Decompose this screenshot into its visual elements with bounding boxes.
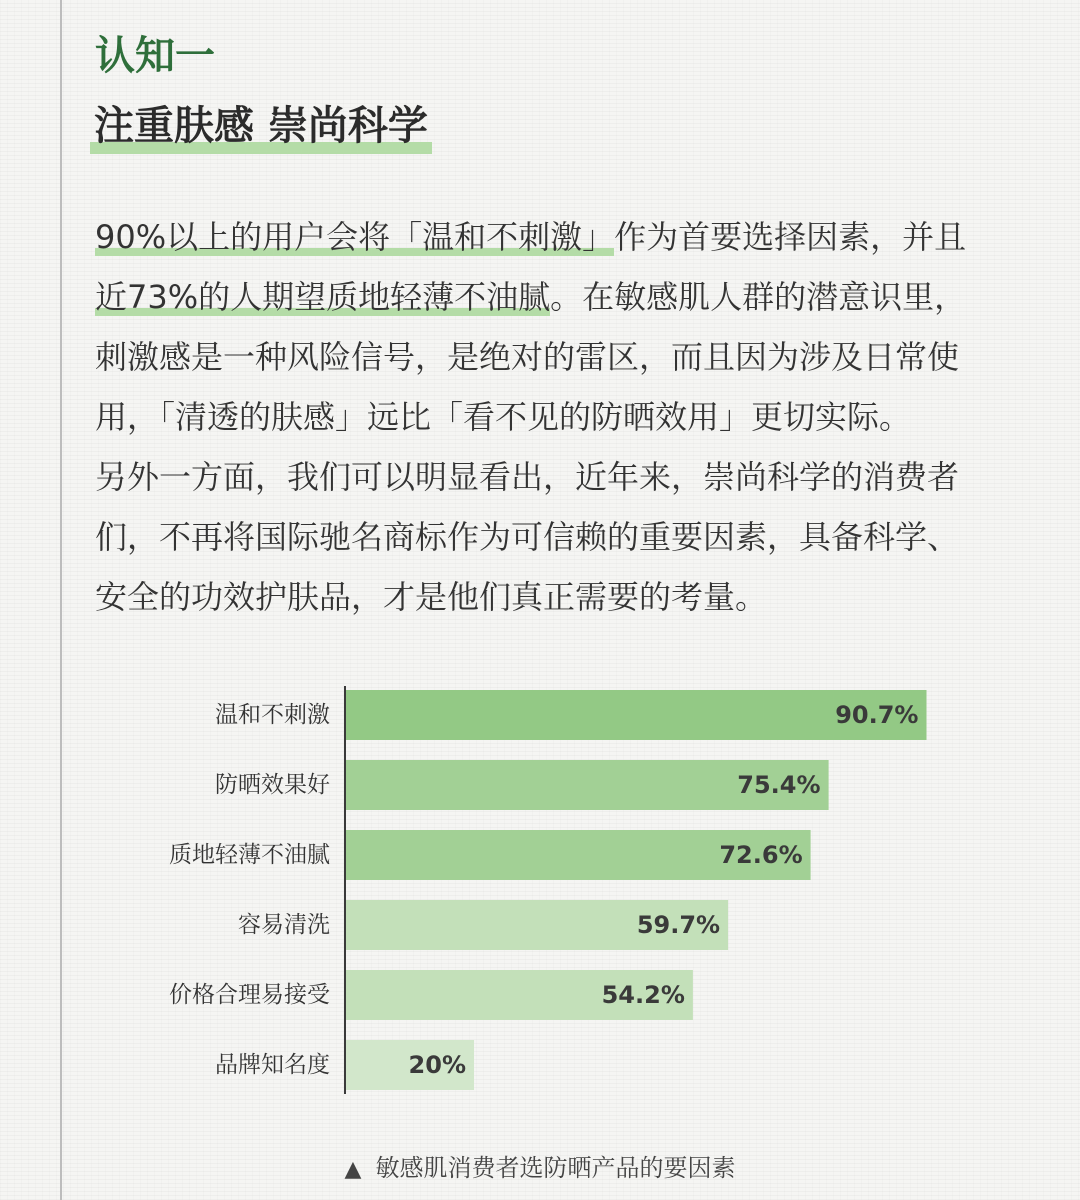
paragraph-text: 另外一方面，我们可以明显看出，近年来，崇尚科学的消费者 [95,458,960,496]
paragraph-line [95,507,1030,567]
paragraph-line [95,387,1030,447]
category-label: 防晒效果好 [215,772,330,798]
section-kicker: 认知一 [95,33,215,79]
paragraph-line [95,447,1030,507]
value-label: 90.7% [835,701,919,729]
chart-caption-text: 敏感肌消费者选防晒产品的要因素 [375,1154,736,1182]
paragraph-line [95,567,1030,627]
paragraph-text: 刺激感是一种风险信号，是绝对的雷区，而且因为涉及日常使 [95,338,960,376]
paragraph-line [95,327,1030,387]
value-label: 72.6% [719,841,803,869]
value-label: 54.2% [601,981,685,1009]
paragraph-text: 安全的功效护肤品，才是他们真正需要的考量。 [95,578,768,616]
paragraph-text: 用，「清透的肤感」远比「看不见的防晒效用」更切实际。 [95,398,912,436]
value-label: 59.7% [636,911,721,939]
value-label: 75.4% [737,771,821,799]
paragraph-line [95,207,1030,267]
category-label: 容易清洗 [238,912,330,938]
triangle-up-icon: ▲ [344,1157,362,1182]
category-label: 温和不刺激 [215,702,330,728]
paragraph-text: 们，不再将国际驰名商标作为可信赖的重要因素，具备科学、 [95,518,960,556]
paragraph-text: 作为首要选择因素，并且 [614,218,967,256]
paragraph-text: 。在敏感肌人群的潜意识里， [550,278,967,316]
bar-chart [0,680,1080,1110]
category-label: 品牌知名度 [215,1052,330,1078]
paragraph-line [95,267,1030,327]
bar-chart-svg [0,680,1080,1110]
highlighted-text: 90%以上的用户会将「温和不刺激」 [95,218,615,256]
category-label: 价格合理易接受 [169,982,330,1008]
section-headline: 注重肤感 崇尚科学 [90,98,432,154]
chart-y-axis [344,686,346,1094]
chart-caption [0,1148,1080,1190]
value-label: 20% [408,1051,466,1079]
highlighted-text: 近73%的人期望质地轻薄不油腻 [95,278,551,316]
body-paragraph [95,207,1030,627]
category-label: 质地轻薄不油腻 [169,842,330,868]
